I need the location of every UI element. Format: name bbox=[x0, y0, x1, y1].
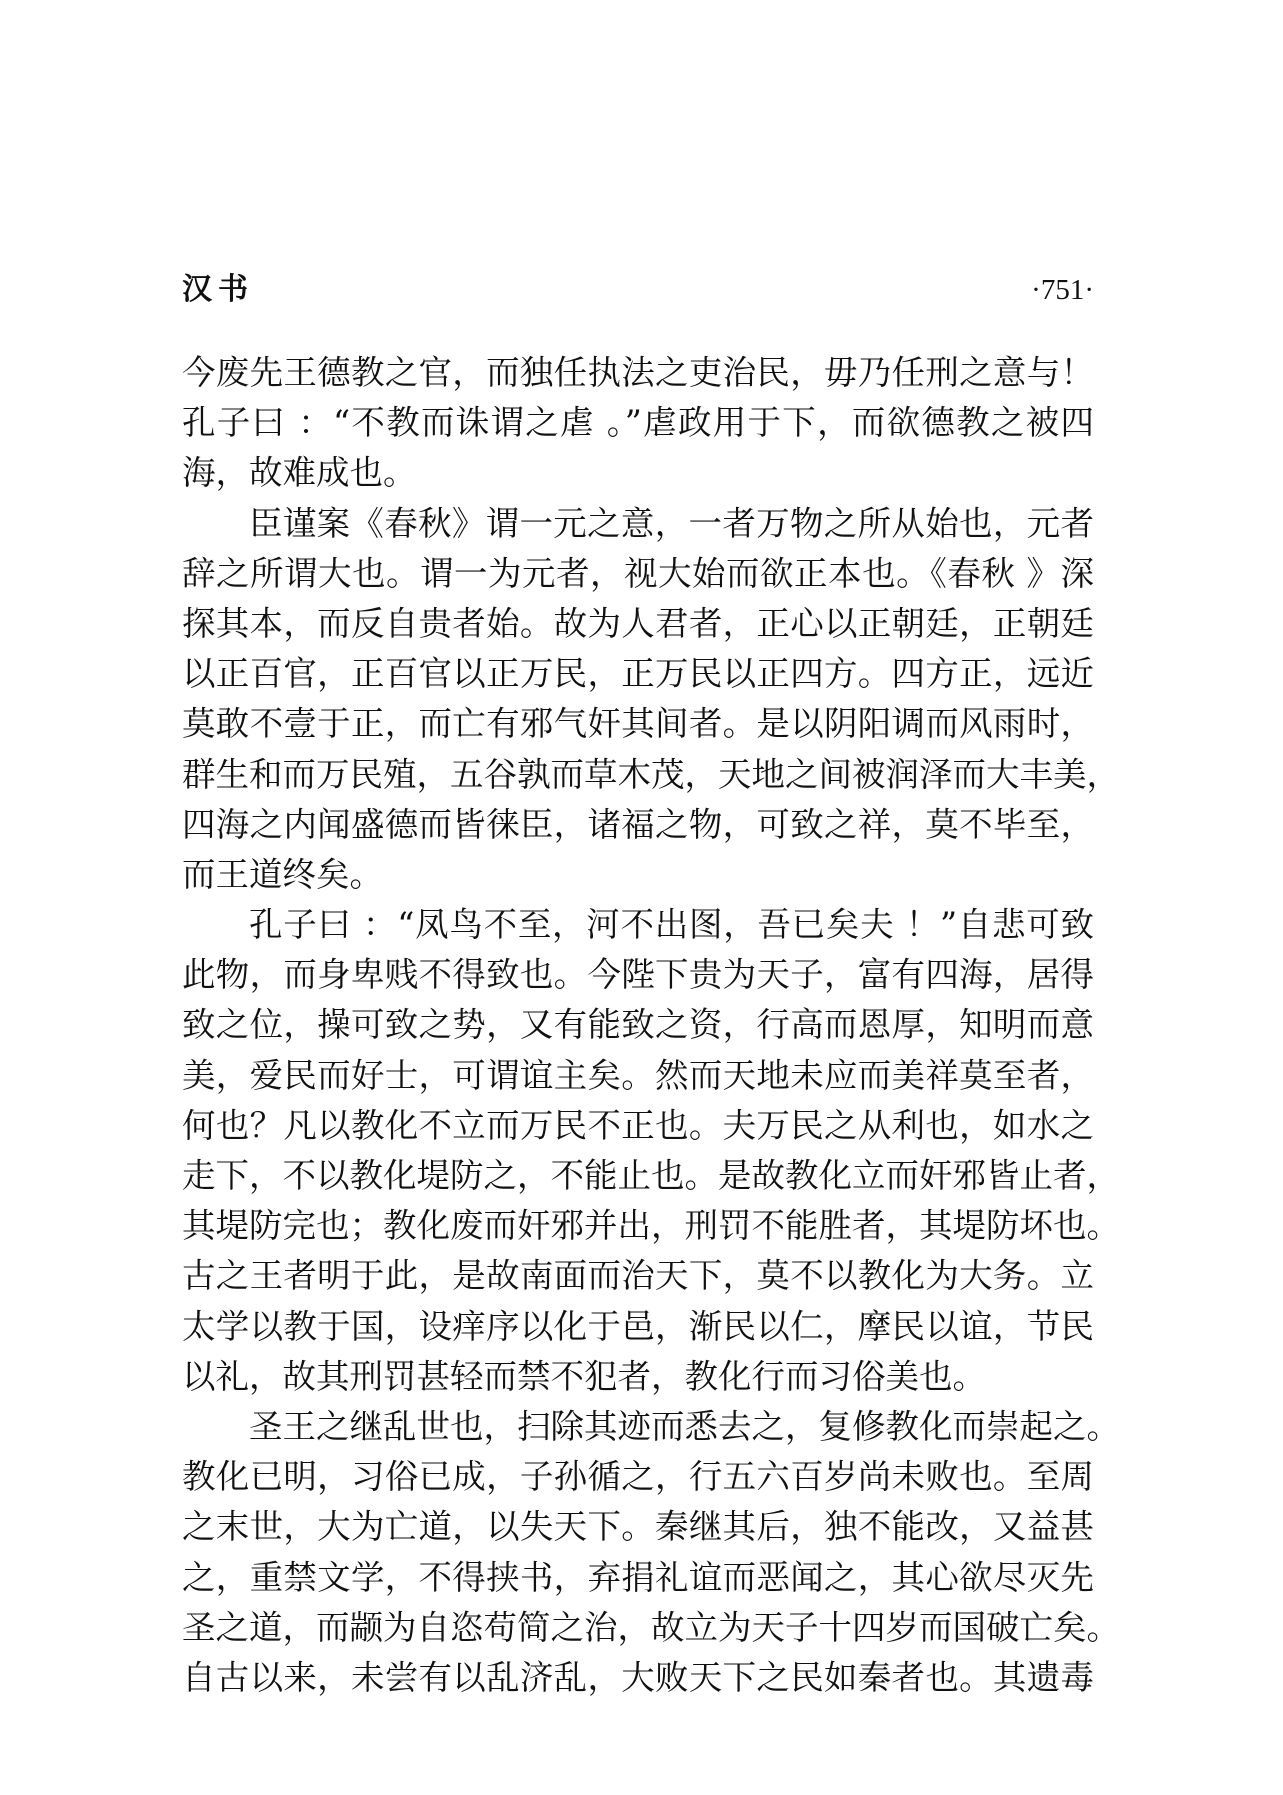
text-line: 海，故难成也。 bbox=[182, 453, 417, 493]
text-line: 孔子曰 ：“不教而诛谓之虐 。”虐政用于下，而欲德教之被四 bbox=[182, 403, 1094, 443]
page-number: ·751· bbox=[1031, 274, 1094, 306]
paragraph-first-line: 孔子曰 ：“凤鸟不至，河不出图，吾已矣夫 ！”自悲可致 bbox=[249, 905, 1094, 945]
text-line: 辞之所谓大也。谓一为元者，视大始而欲正本也。《春秋 》深 bbox=[182, 553, 1094, 593]
text-line: 走下，不以教化堤防之，不能止也。是故教化立而奸邪皆止者， bbox=[182, 1156, 1120, 1195]
text-line: 圣之道，而颛为自恣苟简之治，故立为天子十四岁而国破亡矣。 bbox=[182, 1607, 1120, 1647]
text-line: 今废先王德教之官，而独任执法之吏治民，毋乃任刑之意与！ bbox=[182, 353, 1094, 392]
text-line: 之，重禁文学，不得挟书，弃捐礼谊而恶闻之，其心欲尽灭先 bbox=[182, 1557, 1094, 1597]
text-line: 此物，而身卑贱不得致也。今陛下贵为天子，富有四海，居得 bbox=[182, 955, 1094, 995]
text-line: 其堤防完也；教化废而奸邪并出，刑罚不能胜者，其堤防坏也。 bbox=[182, 1206, 1120, 1246]
body-text bbox=[182, 348, 1120, 1703]
text-line: 之末世，大为亡道，以失天下。秦继其后，独不能改，又益甚 bbox=[182, 1507, 1094, 1547]
text-line: 四海之内闻盛德而皆徕臣，诸福之物，可致之祥，莫不毕至， bbox=[182, 804, 1094, 844]
text-line: 群生和而万民殖，五谷孰而草木茂，天地之间被润泽而大丰美， bbox=[182, 754, 1120, 794]
text-line: 以正百官，正百官以正万民，正万民以正四方。四方正，远近 bbox=[182, 654, 1094, 694]
running-header bbox=[182, 268, 1094, 312]
text-line: 致之位，操可致之势，又有能致之资，行高而恩厚，知明而意 bbox=[182, 1005, 1094, 1045]
text-line: 而王道终矣。 bbox=[182, 854, 383, 894]
text-line: 自古以来，未尝有以乱济乱，大败天下之民如秦者也。其遗毒 bbox=[182, 1657, 1094, 1697]
text-line: 以礼，故其刑罚甚轻而禁不犯者，教化行而习俗美也。 bbox=[182, 1356, 986, 1396]
text-line: 美，爱民而好士，可谓谊主矣。然而天地未应而美祥莫至者， bbox=[182, 1055, 1094, 1095]
paragraph-first-line: 圣王之继乱世也，扫除其迹而悉去之，复修教化而崇起之。 bbox=[249, 1406, 1120, 1446]
text-line: 太学以教于国，设痒序以化于邑，渐民以仁，摩民以谊，节民 bbox=[182, 1306, 1094, 1346]
text-line: 教化已明，习俗已成，子孙循之，行五六百岁尚未败也。至周 bbox=[182, 1457, 1094, 1497]
text-line: 何也？凡以教化不立而万民不正也。夫万民之从利也，如水之 bbox=[182, 1105, 1094, 1145]
book-title: 汉书 bbox=[182, 272, 254, 307]
text-line: 探其本，而反自贵者始。故为人君者，正心以正朝廷，正朝廷 bbox=[182, 603, 1094, 643]
text-line: 古之王者明于此，是故南面而治天下，莫不以教化为大务。立 bbox=[182, 1256, 1094, 1296]
text-line: 莫敢不壹于正，而亡有邪气奸其间者。是以阴阳调而风雨时， bbox=[182, 704, 1094, 744]
paragraph-first-line: 臣谨案《春秋》谓一元之意，一者万物之所从始也，元者 bbox=[249, 503, 1094, 543]
